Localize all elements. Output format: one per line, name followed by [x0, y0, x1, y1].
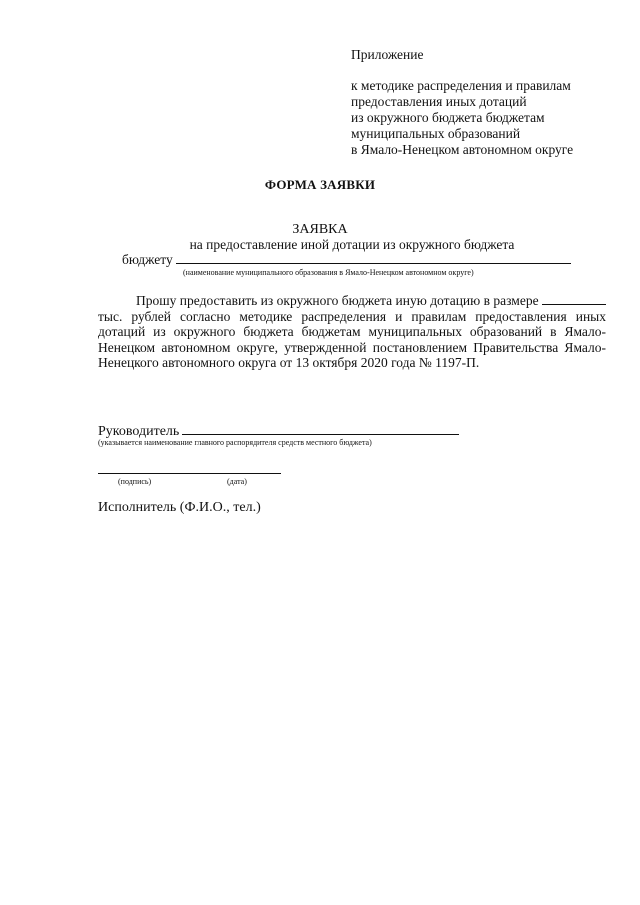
body-text-part1: Прошу предоставить из окружного бюджета иную дотацию в размере [136, 293, 539, 308]
request-title: ЗАЯВКА [292, 222, 348, 237]
appendix-line: из окружного бюджета бюджетам [351, 110, 545, 125]
amount-blank-line [542, 293, 606, 305]
appendix-title: Приложение [351, 47, 424, 62]
request-body-paragraph [98, 293, 606, 371]
budget-line [122, 252, 571, 268]
appendix-line: муниципальных образований [351, 126, 521, 141]
appendix-line: предоставления иных дотаций [351, 94, 527, 109]
body-text-part2: тыс. рублей согласно методике распределения и правилам предоставления иных дотаций из окружного бюджета бюджетам муниципальных образований в Ямало-Ненецком автономном округе, утвержденной постановлением Правительства Ямало-Ненецкого автономного округа от 13 октября 2020 года № 1197-П. [98, 308, 606, 370]
head-label: Руководитель [98, 424, 180, 439]
date-caption: (дата) [227, 477, 247, 486]
executor-line: Исполнитель (Ф.И.О., тел.) [98, 500, 261, 515]
signature-caption: (подпись) [118, 477, 152, 486]
head-fill-line [182, 423, 459, 435]
signature-fill-line [98, 473, 281, 474]
budget-caption: (наименование муниципального образования в Ямало-Ненецком автономном округе) [183, 268, 474, 277]
budget-label: бюджету [122, 252, 173, 267]
form-title: ФОРМА ЗАЯВКИ [264, 177, 376, 192]
appendix-line: к методике распределения и правилам [351, 78, 571, 93]
budget-fill-line [176, 252, 571, 264]
head-caption: (указывается наименование главного распорядителя средств местного бюджета) [98, 438, 372, 447]
request-subtitle: на предоставление иной дотации из окружного бюджета [189, 237, 515, 252]
appendix-line: в Ямало-Ненецком автономном округе [351, 142, 574, 157]
appendix-block [351, 47, 621, 158]
